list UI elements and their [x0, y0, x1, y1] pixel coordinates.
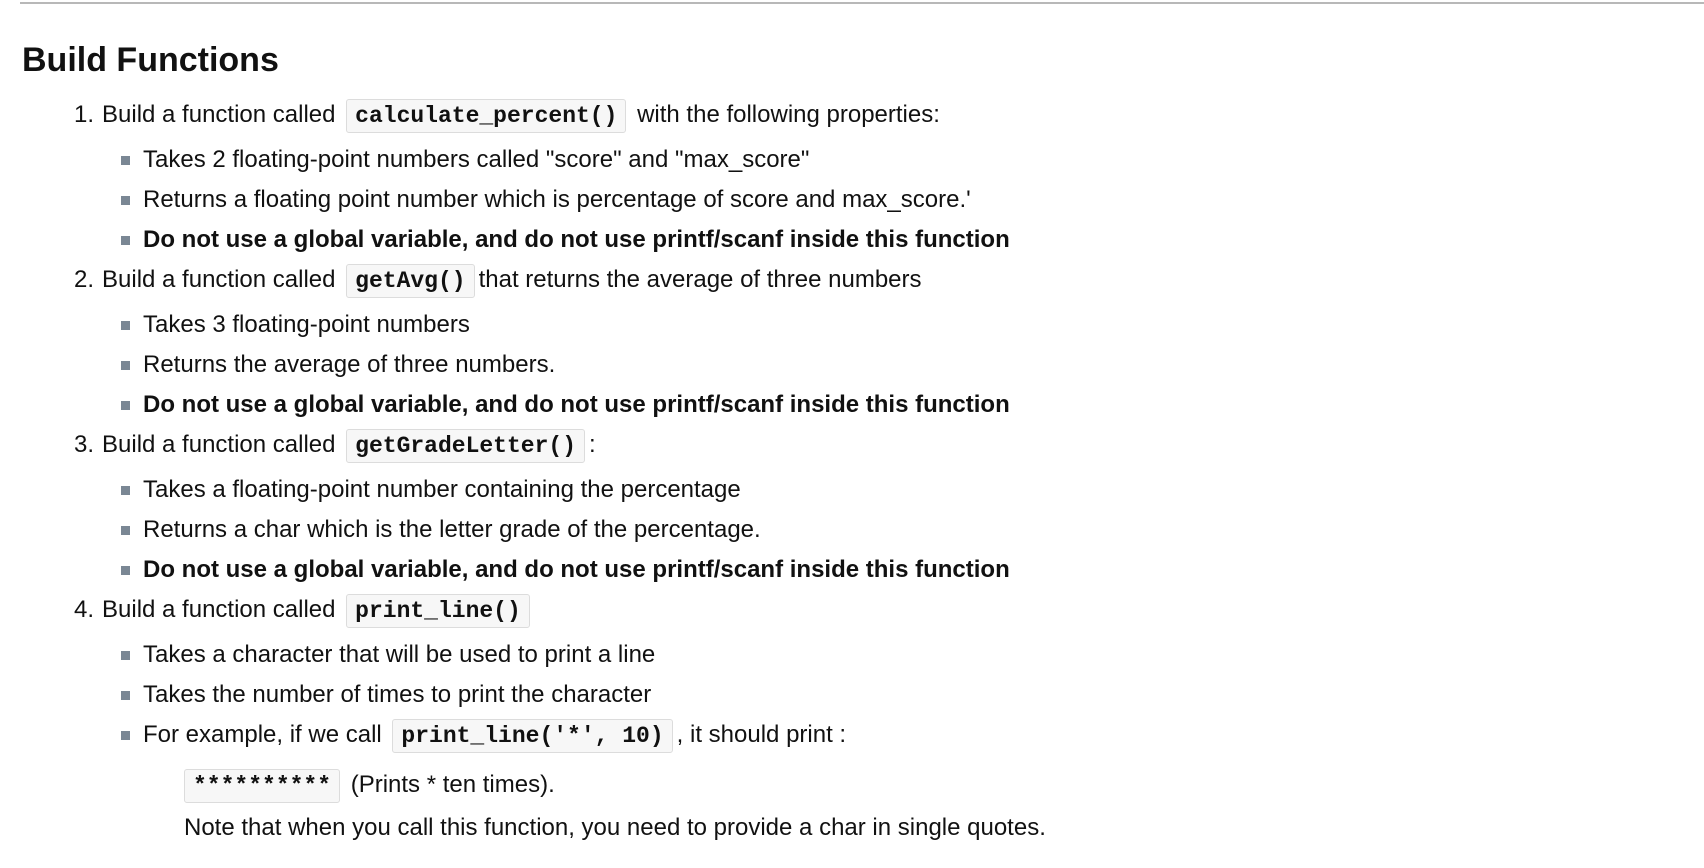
task-number: 3.	[74, 431, 95, 458]
requirement-item: Returns the average of three numbers.	[102, 345, 1680, 385]
example-output-note: (Prints * ten times).	[350, 771, 555, 798]
requirement-warning: Do not use a global variable, and do not use printf/scanf inside this function	[102, 550, 1680, 590]
requirement-item: Returns a char which is the letter grade of the percentage.	[102, 510, 1680, 550]
function-name-code: calculate_percent()	[346, 99, 626, 133]
function-name-code: getGradeLetter()	[346, 429, 585, 463]
task-prefix: Build a function called	[102, 101, 336, 128]
task-number: 2.	[74, 266, 95, 293]
top-divider	[20, 2, 1704, 4]
function-name-code: getAvg()	[346, 264, 474, 298]
requirement-warning: Do not use a global variable, and do not use printf/scanf inside this function	[102, 385, 1680, 425]
example-prefix: For example, if we call	[143, 721, 382, 748]
example-suffix: , it should print :	[676, 721, 847, 748]
task-item-3	[0, 425, 1680, 590]
requirement-item: Takes a character that will be used to print a line	[102, 635, 1680, 675]
example-item	[102, 715, 1680, 756]
section-heading: Build Functions	[22, 41, 279, 79]
example-call-code: print_line('*', 10)	[392, 719, 672, 753]
example-output-block	[184, 765, 1046, 848]
function-name-code: print_line()	[346, 594, 530, 628]
task-item-2	[0, 260, 1680, 425]
task-requirements	[102, 140, 1680, 260]
requirement-item: Takes 2 floating-point numbers called "score" and "max_score"	[102, 140, 1680, 180]
task-prefix: Build a function called	[102, 431, 336, 458]
example-output-line	[184, 765, 1046, 806]
task-suffix: :	[589, 431, 596, 458]
requirement-item: Takes a floating-point number containing the percentage	[102, 470, 1680, 510]
task-list	[0, 95, 1680, 756]
example-output-code: **********	[184, 769, 340, 803]
task-requirements	[102, 470, 1680, 590]
requirement-warning: Do not use a global variable, and do not use printf/scanf inside this function	[102, 220, 1680, 260]
requirement-item: Takes 3 floating-point numbers	[102, 305, 1680, 345]
example-note: Note that when you call this function, you need to provide a char in single quotes.	[184, 814, 1046, 841]
task-requirements	[102, 305, 1680, 425]
task-item-1	[0, 95, 1680, 260]
requirement-item: Returns a floating point number which is percentage of score and max_score.'	[102, 180, 1680, 220]
task-requirements	[102, 635, 1680, 756]
task-prefix: Build a function called	[102, 266, 336, 293]
task-suffix: that returns the average of three numbers	[478, 266, 922, 293]
task-item-4	[0, 590, 1680, 756]
task-number: 1.	[74, 101, 95, 128]
task-number: 4.	[74, 596, 95, 623]
requirement-item: Takes the number of times to print the character	[102, 675, 1680, 715]
task-prefix: Build a function called	[102, 596, 336, 623]
task-suffix: with the following properties:	[637, 101, 940, 128]
